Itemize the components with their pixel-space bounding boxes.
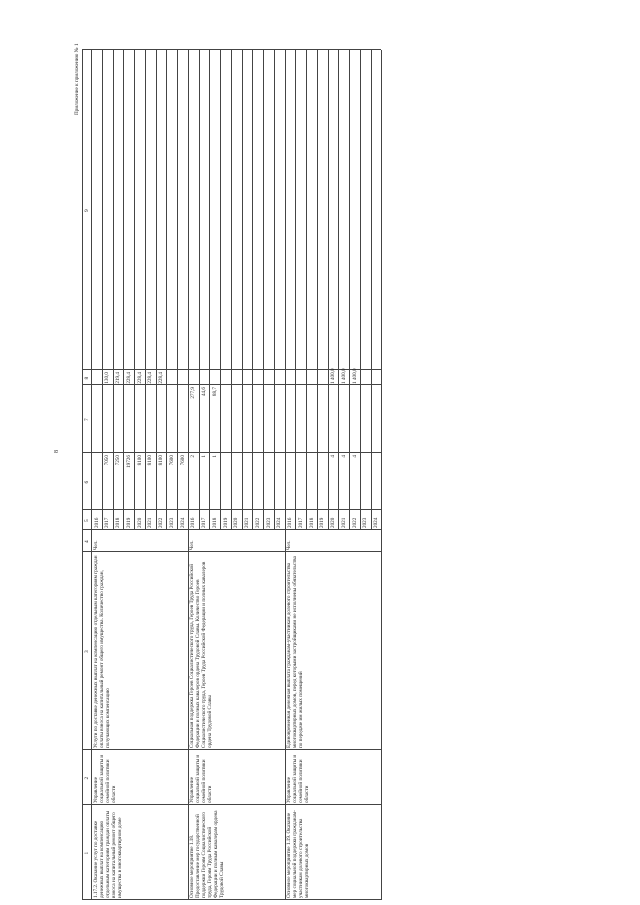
value-cell: 4 (330, 455, 336, 458)
value-cell: 4 (351, 455, 358, 458)
year-cell: 2019 (222, 517, 229, 528)
value-cell: 130,0 (104, 372, 111, 384)
value-cell: 228,4 (136, 372, 143, 384)
value-cell: 7600 (179, 455, 186, 466)
value-cell: 4 (340, 455, 347, 458)
table-rule (156, 50, 157, 530)
year-cell: 2021 (244, 517, 250, 528)
indicator-name: Единовременная денежная выплата гражданам-участникам долевого строительства многоквартирных домов, перед которыми застройщиками не исполнены обязательства по передаче им жилых помещений (286, 556, 304, 748)
year-cell: 2022 (158, 517, 164, 528)
table-rule (231, 50, 232, 530)
table-rule (82, 50, 83, 900)
value-cell: 1 400,0 (351, 368, 358, 384)
table-rule (123, 50, 124, 530)
table-rule (188, 50, 189, 530)
table-rule (209, 50, 210, 530)
year-cell: 2024 (373, 517, 379, 528)
year-cell: 2021 (147, 517, 154, 528)
year-cell: 2017 (104, 517, 111, 528)
executor-name: Управление социальной защиты и семейной политики области (189, 754, 214, 803)
value-cell: 1 400,0 (330, 368, 336, 384)
table-rule (134, 50, 135, 530)
table-rule (199, 50, 200, 530)
indicator-name: Услуги по доставке денежных выплат на компенсацию отдельным категориям граждан оплаты взноса на капитальный ремонт общего имущества. Количество граждан, получающих компенсацию (92, 555, 111, 748)
unit-label: Чел. (92, 540, 99, 550)
column-header-2: 2 (83, 776, 90, 780)
year-cell: 2021 (340, 517, 347, 528)
column-header-1: 1 (83, 851, 90, 855)
table-rule (82, 899, 381, 900)
value-cell: 44,6 (201, 387, 207, 397)
table-rule (177, 50, 178, 530)
value-cell: 1 (201, 455, 207, 458)
column-header-9: 9 (83, 209, 90, 212)
table-rule (145, 50, 146, 530)
table-rule (360, 50, 361, 530)
table-rule (263, 50, 264, 530)
year-cell: 2022 (254, 517, 261, 528)
table-rule (274, 50, 275, 530)
value-cell: 8100 (136, 455, 143, 466)
table-rule (285, 50, 286, 530)
table-rule (242, 50, 243, 530)
table-rule (295, 50, 296, 530)
table-rule (328, 50, 329, 530)
table-rule (82, 749, 381, 750)
column-header-7: 7 (83, 418, 90, 421)
table-rule (82, 551, 381, 552)
year-cell: 2020 (136, 517, 143, 528)
event-name: Основное мероприятие 1.18. Предоставление мер государственной поддержки Героям Социалистического труда, Героям Труда Российской Федерации и полным кавалерам ордена Трудовой Славы (189, 810, 226, 898)
year-cell: 2024 (179, 517, 186, 528)
unit-label: Чел. (286, 540, 292, 550)
executor-name: Управление социальной защиты и семейной политики области (286, 754, 310, 803)
value-cell: 1 400,0 (340, 368, 347, 384)
page-number: 8 (54, 450, 60, 453)
column-header-5: 5 (83, 519, 90, 522)
year-cell: 2023 (362, 517, 369, 528)
table-rule (381, 50, 382, 900)
unit-label: Чел. (189, 540, 196, 550)
table-rule (252, 50, 253, 530)
year-cell: 2019 (125, 517, 132, 528)
year-cell: 2023 (168, 517, 175, 528)
value-cell: 7050 (104, 455, 111, 466)
column-header-6: 6 (83, 480, 90, 484)
table-rule (113, 50, 114, 530)
year-cell: 2016 (287, 517, 293, 528)
year-cell: 2017 (201, 517, 207, 528)
event-name: Основное мероприятие 1.19. Оказание мер социальной поддержки гражданам-участникам долевого строительства многоквартирных домов (286, 810, 310, 898)
value-cell: 2 (190, 455, 197, 458)
value-cell: 219,4 (115, 372, 121, 384)
value-cell: 88,7 (211, 387, 218, 397)
column-header-8: 8 (83, 376, 90, 380)
table-rule (317, 50, 318, 530)
year-cell: 2016 (190, 517, 197, 528)
executor-name: Управление социальной защиты и семейной политики области (92, 754, 117, 803)
indicator-name: Социальная поддержка Героев Социалистического труда, Героев Труда Российской Федерации и полных кавалеров ордена Трудовой Славы. Количество Героев Социалистического труда, Героев Труда Российской Федерации и полных кавалеров ордена Трудовой Славы (189, 561, 214, 748)
value-cell: 8100 (147, 455, 154, 466)
year-cell: 2018 (115, 517, 121, 528)
table-rule (166, 50, 167, 530)
value-cell: 228,4 (158, 372, 164, 384)
value-cell: 8100 (158, 455, 164, 466)
year-cell: 2022 (351, 517, 358, 528)
year-cell: 2017 (297, 517, 304, 528)
table-rule (338, 50, 339, 530)
year-cell: 2018 (211, 517, 218, 528)
value-cell: 7600 (168, 455, 175, 466)
value-cell: 7250 (115, 455, 121, 466)
table-rule (371, 50, 372, 530)
year-cell: 2023 (265, 517, 272, 528)
value-cell: 1 (211, 455, 218, 458)
column-header-3: 3 (83, 650, 90, 653)
value-cell: 277,9 (190, 387, 197, 399)
year-cell: 2018 (308, 517, 315, 528)
value-cell: 19726 (125, 455, 132, 468)
column-header-4: 4 (83, 540, 90, 543)
table-rule (102, 50, 103, 530)
year-cell: 2020 (330, 517, 336, 528)
value-cell: 228,4 (147, 372, 154, 384)
table-rule (306, 50, 307, 530)
table-rule (220, 50, 221, 530)
year-cell: 2020 (233, 517, 240, 528)
appendix-label: Приложение к приложению № 1 (74, 43, 80, 115)
year-cell: 2019 (319, 517, 326, 528)
value-cell: 228,4 (125, 372, 132, 384)
table-rule (82, 804, 381, 805)
event-name: 1.17.2. Оказание услуг по доставке денежных выплат на компенсацию отдельным категориям граждан оплаты взноса на капитальный ремонт общего имущества в многоквартирном доме (92, 810, 123, 898)
year-cell: 2016 (93, 517, 100, 528)
year-cell: 2024 (276, 517, 283, 528)
table-rule (349, 50, 350, 530)
